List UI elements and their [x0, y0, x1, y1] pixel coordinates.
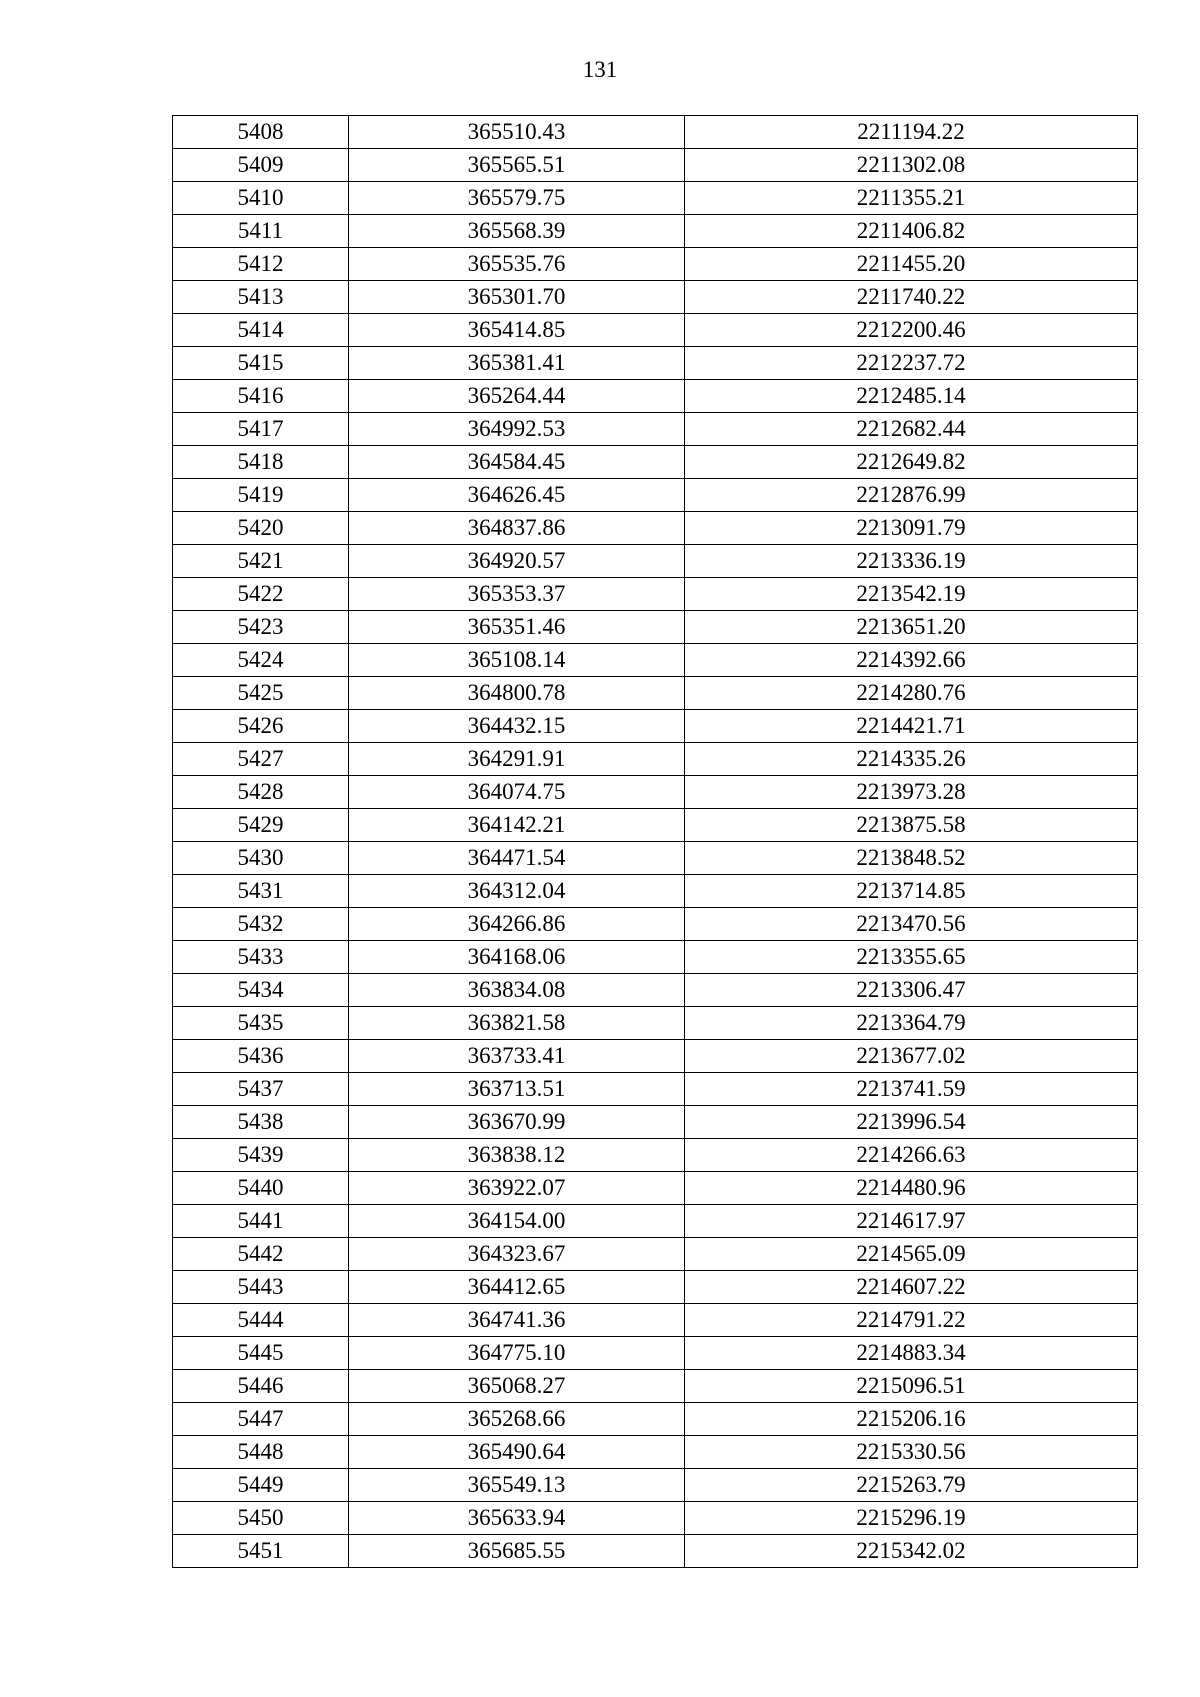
table-row [173, 974, 1138, 1007]
x-coordinate-cell: 365353.37 [349, 578, 685, 611]
y-coordinate-cell: 2214280.76 [685, 677, 1138, 710]
x-coordinate-cell: 364154.00 [349, 1205, 685, 1238]
point-number-cell: 5428 [173, 776, 349, 809]
x-coordinate-cell: 365490.64 [349, 1436, 685, 1469]
x-coordinate-cell: 364471.54 [349, 842, 685, 875]
x-coordinate-cell: 365535.76 [349, 248, 685, 281]
x-coordinate-cell: 363733.41 [349, 1040, 685, 1073]
y-coordinate-cell: 2213875.58 [685, 809, 1138, 842]
y-coordinate-cell: 2214607.22 [685, 1271, 1138, 1304]
table-row [173, 1304, 1138, 1337]
y-coordinate-cell: 2213651.20 [685, 611, 1138, 644]
coordinates-table-body [173, 116, 1138, 1568]
y-coordinate-cell: 2212485.14 [685, 380, 1138, 413]
x-coordinate-cell: 364168.06 [349, 941, 685, 974]
x-coordinate-cell: 365633.94 [349, 1502, 685, 1535]
table-row [173, 1238, 1138, 1271]
point-number-cell: 5426 [173, 710, 349, 743]
y-coordinate-cell: 2212682.44 [685, 413, 1138, 446]
y-coordinate-cell: 2215263.79 [685, 1469, 1138, 1502]
x-coordinate-cell: 364074.75 [349, 776, 685, 809]
table-row [173, 875, 1138, 908]
point-number-cell: 5412 [173, 248, 349, 281]
point-number-cell: 5444 [173, 1304, 349, 1337]
x-coordinate-cell: 364584.45 [349, 446, 685, 479]
table-row [173, 215, 1138, 248]
point-number-cell: 5448 [173, 1436, 349, 1469]
x-coordinate-cell: 364323.67 [349, 1238, 685, 1271]
y-coordinate-cell: 2211302.08 [685, 149, 1138, 182]
table-row [173, 314, 1138, 347]
point-number-cell: 5441 [173, 1205, 349, 1238]
page-number: 131 [582, 57, 618, 82]
x-coordinate-cell: 365268.66 [349, 1403, 685, 1436]
point-number-cell: 5421 [173, 545, 349, 578]
y-coordinate-cell: 2213714.85 [685, 875, 1138, 908]
table-row [173, 809, 1138, 842]
point-number-cell: 5433 [173, 941, 349, 974]
y-coordinate-cell: 2211740.22 [685, 281, 1138, 314]
y-coordinate-cell: 2215096.51 [685, 1370, 1138, 1403]
table-row [173, 1337, 1138, 1370]
x-coordinate-cell: 365351.46 [349, 611, 685, 644]
y-coordinate-cell: 2212200.46 [685, 314, 1138, 347]
point-number-cell: 5416 [173, 380, 349, 413]
point-number-cell: 5429 [173, 809, 349, 842]
table-row [173, 545, 1138, 578]
table-row [173, 1370, 1138, 1403]
point-number-cell: 5440 [173, 1172, 349, 1205]
table-row [173, 347, 1138, 380]
y-coordinate-cell: 2214565.09 [685, 1238, 1138, 1271]
table-row [173, 1271, 1138, 1304]
x-coordinate-cell: 364142.21 [349, 809, 685, 842]
table-row [173, 908, 1138, 941]
table-row [173, 1403, 1138, 1436]
y-coordinate-cell: 2213364.79 [685, 1007, 1138, 1040]
y-coordinate-cell: 2214480.96 [685, 1172, 1138, 1205]
point-number-cell: 5432 [173, 908, 349, 941]
point-number-cell: 5424 [173, 644, 349, 677]
x-coordinate-cell: 365068.27 [349, 1370, 685, 1403]
point-number-cell: 5445 [173, 1337, 349, 1370]
x-coordinate-cell: 363834.08 [349, 974, 685, 1007]
x-coordinate-cell: 365108.14 [349, 644, 685, 677]
x-coordinate-cell: 364432.15 [349, 710, 685, 743]
table-row [173, 1436, 1138, 1469]
table-row [173, 710, 1138, 743]
point-number-cell: 5417 [173, 413, 349, 446]
table-row [173, 842, 1138, 875]
y-coordinate-cell: 2214791.22 [685, 1304, 1138, 1337]
point-number-cell: 5443 [173, 1271, 349, 1304]
table-row [173, 1205, 1138, 1238]
table-row [173, 446, 1138, 479]
x-coordinate-cell: 364992.53 [349, 413, 685, 446]
coordinates-table [172, 115, 1138, 1568]
y-coordinate-cell: 2212649.82 [685, 446, 1138, 479]
y-coordinate-cell: 2214421.71 [685, 710, 1138, 743]
y-coordinate-cell: 2213741.59 [685, 1073, 1138, 1106]
y-coordinate-cell: 2213973.28 [685, 776, 1138, 809]
table-row [173, 743, 1138, 776]
table-row [173, 281, 1138, 314]
y-coordinate-cell: 2213677.02 [685, 1040, 1138, 1073]
table-row [173, 644, 1138, 677]
table-row [173, 1535, 1138, 1568]
point-number-cell: 5434 [173, 974, 349, 1007]
x-coordinate-cell: 365549.13 [349, 1469, 685, 1502]
y-coordinate-cell: 2211406.82 [685, 215, 1138, 248]
point-number-cell: 5409 [173, 149, 349, 182]
y-coordinate-cell: 2211455.20 [685, 248, 1138, 281]
point-number-cell: 5439 [173, 1139, 349, 1172]
y-coordinate-cell: 2213542.19 [685, 578, 1138, 611]
point-number-cell: 5420 [173, 512, 349, 545]
table-row [173, 776, 1138, 809]
y-coordinate-cell: 2213996.54 [685, 1106, 1138, 1139]
y-coordinate-cell: 2214617.97 [685, 1205, 1138, 1238]
y-coordinate-cell: 2214335.26 [685, 743, 1138, 776]
y-coordinate-cell: 2213848.52 [685, 842, 1138, 875]
point-number-cell: 5437 [173, 1073, 349, 1106]
x-coordinate-cell: 363838.12 [349, 1139, 685, 1172]
point-number-cell: 5450 [173, 1502, 349, 1535]
point-number-cell: 5408 [173, 116, 349, 149]
point-number-cell: 5438 [173, 1106, 349, 1139]
table-row [173, 677, 1138, 710]
point-number-cell: 5427 [173, 743, 349, 776]
point-number-cell: 5430 [173, 842, 349, 875]
x-coordinate-cell: 365510.43 [349, 116, 685, 149]
x-coordinate-cell: 363670.99 [349, 1106, 685, 1139]
table-row [173, 479, 1138, 512]
table-row [173, 1007, 1138, 1040]
y-coordinate-cell: 2212237.72 [685, 347, 1138, 380]
point-number-cell: 5442 [173, 1238, 349, 1271]
table-row [173, 182, 1138, 215]
x-coordinate-cell: 364800.78 [349, 677, 685, 710]
x-coordinate-cell: 365565.51 [349, 149, 685, 182]
x-coordinate-cell: 365568.39 [349, 215, 685, 248]
x-coordinate-cell: 364775.10 [349, 1337, 685, 1370]
y-coordinate-cell: 2213336.19 [685, 545, 1138, 578]
y-coordinate-cell: 2213306.47 [685, 974, 1138, 1007]
x-coordinate-cell: 364291.91 [349, 743, 685, 776]
y-coordinate-cell: 2215296.19 [685, 1502, 1138, 1535]
table-row [173, 578, 1138, 611]
point-number-cell: 5418 [173, 446, 349, 479]
y-coordinate-cell: 2211355.21 [685, 182, 1138, 215]
table-row [173, 1172, 1138, 1205]
table-row [173, 1106, 1138, 1139]
point-number-cell: 5435 [173, 1007, 349, 1040]
x-coordinate-cell: 365579.75 [349, 182, 685, 215]
point-number-cell: 5410 [173, 182, 349, 215]
point-number-cell: 5419 [173, 479, 349, 512]
point-number-cell: 5415 [173, 347, 349, 380]
y-coordinate-cell: 2215342.02 [685, 1535, 1138, 1568]
x-coordinate-cell: 364741.36 [349, 1304, 685, 1337]
table-row [173, 116, 1138, 149]
y-coordinate-cell: 2214883.34 [685, 1337, 1138, 1370]
point-number-cell: 5447 [173, 1403, 349, 1436]
y-coordinate-cell: 2215330.56 [685, 1436, 1138, 1469]
point-number-cell: 5425 [173, 677, 349, 710]
point-number-cell: 5431 [173, 875, 349, 908]
x-coordinate-cell: 364266.86 [349, 908, 685, 941]
table-row [173, 413, 1138, 446]
point-number-cell: 5414 [173, 314, 349, 347]
point-number-cell: 5446 [173, 1370, 349, 1403]
point-number-cell: 5413 [173, 281, 349, 314]
table-row [173, 941, 1138, 974]
y-coordinate-cell: 2213470.56 [685, 908, 1138, 941]
point-number-cell: 5451 [173, 1535, 349, 1568]
y-coordinate-cell: 2214392.66 [685, 644, 1138, 677]
table-row [173, 611, 1138, 644]
point-number-cell: 5411 [173, 215, 349, 248]
table-row [173, 149, 1138, 182]
x-coordinate-cell: 365381.41 [349, 347, 685, 380]
y-coordinate-cell: 2212876.99 [685, 479, 1138, 512]
y-coordinate-cell: 2214266.63 [685, 1139, 1138, 1172]
x-coordinate-cell: 365414.85 [349, 314, 685, 347]
x-coordinate-cell: 363713.51 [349, 1073, 685, 1106]
y-coordinate-cell: 2211194.22 [685, 116, 1138, 149]
point-number-cell: 5436 [173, 1040, 349, 1073]
table-row [173, 1073, 1138, 1106]
table-row [173, 1040, 1138, 1073]
x-coordinate-cell: 364312.04 [349, 875, 685, 908]
y-coordinate-cell: 2213355.65 [685, 941, 1138, 974]
x-coordinate-cell: 365301.70 [349, 281, 685, 314]
x-coordinate-cell: 364920.57 [349, 545, 685, 578]
y-coordinate-cell: 2215206.16 [685, 1403, 1138, 1436]
x-coordinate-cell: 364837.86 [349, 512, 685, 545]
x-coordinate-cell: 365685.55 [349, 1535, 685, 1568]
table-row [173, 380, 1138, 413]
x-coordinate-cell: 365264.44 [349, 380, 685, 413]
point-number-cell: 5423 [173, 611, 349, 644]
x-coordinate-cell: 363821.58 [349, 1007, 685, 1040]
x-coordinate-cell: 364626.45 [349, 479, 685, 512]
table-row [173, 512, 1138, 545]
point-number-cell: 5422 [173, 578, 349, 611]
table-row [173, 248, 1138, 281]
table-row [173, 1469, 1138, 1502]
table-row [173, 1502, 1138, 1535]
point-number-cell: 5449 [173, 1469, 349, 1502]
table-row [173, 1139, 1138, 1172]
x-coordinate-cell: 364412.65 [349, 1271, 685, 1304]
y-coordinate-cell: 2213091.79 [685, 512, 1138, 545]
x-coordinate-cell: 363922.07 [349, 1172, 685, 1205]
